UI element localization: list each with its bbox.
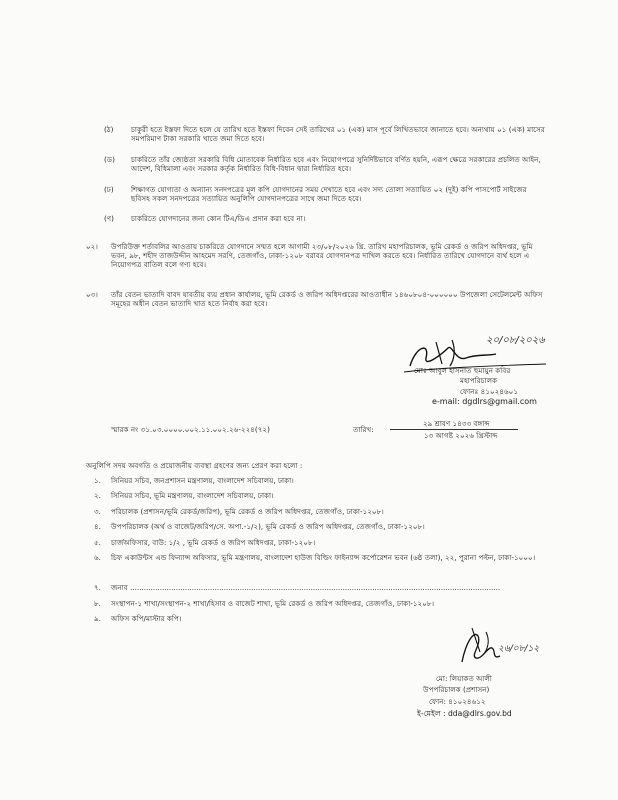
signatory-phone: ফোনঃ ৪১০২৪৬০১ — [460, 387, 519, 396]
condition-text: চাকরিতে তাঁর জ্যেষ্ঠতা সরকারি বিধি মোতাবেক নির্ধারিত হবে এবং নিয়োগপত্রে সুনির্দিষ্টভাবে বর্ণিত হয়নি, এরূপ ক্ষেত্রে সরকারের প্রচলিত আইন, আদেশ, বিধিমালা এবং সরকার কর্তৃক নির্ধারিত বিধি-বিধান দ্বারা নির্ধারিত হবে। — [131, 155, 541, 173]
list-item: জনাব .................................................................................................................................................................. — [111, 583, 501, 592]
list-item: চিফ একাউন্টস এন্ড ফিন্যান্স অফিসার, ভূমি মন্ত্রণালয়, বাংলাদেশ হাউজ বিল্ডিং ফাইন্যান্স কর্পোরেশন ভবন (৬ষ্ঠ তলা), ২২, পুরানা পল্টন, ঢাকা-১০০০। — [111, 553, 536, 562]
condition-text: চাকরিতে যোগদানের জন্য কোন টিএ/ডিএ প্রদান করা হবে না। — [131, 214, 306, 223]
condition-number: (ণ) — [104, 214, 114, 223]
list-item-number: ২. — [94, 491, 101, 500]
list-item-number: ৩. — [94, 507, 101, 516]
copy-intro: অনুলিপি সদয় অবগতি ও প্রয়োজনীয় ব্যবস্থা গ্রহণের জন্য প্রেরণ করা হলো : — [86, 461, 303, 470]
condition-text: শিক্ষাগত যোগ্যতা ও অন্যান্য সনদপত্রের মূল কপি যোগদানের সময় দেখাতে হবে এবং সদ্য তোলা সত্যায়িত ০২ (দুই) কপি পাসপোর্ট সাইজের ছবিসহ সকল সনদপত্রের সত্যায়িত অনুলিপি যোগদানপত্রের সাথে জমা দিতে হবে। — [131, 185, 527, 203]
condition-text: চাকুরী হতে ইস্তফা দিতে হলে যে তারিখ হতে ইস্তফা দিবেন সেই তারিখের ০১ (এক) মাস পূর্বে লিখিতভাবে জানাতে হবে। অন্যথায় ০১ (এক) মাসের সমপরিমাণ টাকা সরকারি খাতে জমা দিতে হবে। — [131, 125, 545, 143]
signatory-title: উপপরিচালক (প্রশাসন) — [423, 685, 490, 694]
salary-paragraph: তাঁর বেতন ভাতাদি বাবদ যাবতীয় ব্যয় প্রধান কার্যালয়, ভূমি রেকর্ড ও জরিপ অধিদপ্তরের আওতাধীন ১৪৬০৮০৪-০০০০০০ উপজেলা সেটেলমেন্ট অফিস সমূহের অধীন বেতন ভাতাদি খাত হতে নির্বাহ করা হবে। — [111, 290, 543, 308]
list-item-number: ৯. — [94, 614, 101, 623]
condition-number: (ড) — [104, 155, 115, 164]
date-bangla: ২৯ শ্রাবণ ১৪৩৩ বঙ্গাব্দ — [423, 419, 490, 428]
date-label: তারিখ: — [353, 425, 374, 434]
list-item: পরিচালক (প্রশাসন/ভূমি রেকর্ড/জরিপ), ভূমি রেকর্ড ও জরিপ অধিদপ্তর, তেজগাঁও, ঢাকা-১২০৮। — [111, 507, 384, 516]
para-number: ০২। — [86, 242, 98, 251]
list-item-number: ৫. — [94, 538, 101, 547]
condition-number: (ঢ) — [104, 185, 114, 194]
list-item: সংস্থাপন-১ শাখা/সংস্থাপন-২ শাখা/হিসাব ও বাজেট শাখা, ভূমি রেকর্ড ও জরিপ অধিদপ্তর, তেজগাঁও, ঢাকা-১২০৮। — [111, 599, 435, 608]
signatory-name: মোঃ আবুল হাসনাত হুমায়ুন কবির — [414, 366, 511, 375]
joining-paragraph: উপরিউক্ত শর্তাবলির আওতায় চাকরিতে যোগদানে সম্মত হলে আগামী ২৩/০৮/২০২৬ খ্রি. তারিখ মহাপরিচালক, ভূমি রেকর্ড ও জরিপ অধিদপ্তর, ভূমি ভবন, ৯৮, শহীদ তাজউদ্দীন আহমেদ সরণি, তেজগাঁও, ঢাকা-১২০৮ বরাবর যোগদানপত্র দাখিল করতে হবে। নির্ধারিত তারিখে যোগদানে ব্যর্থ হলে এ নিয়োগপত্র বাতিল বলে গণ্য হবে। — [111, 242, 533, 269]
signature-date: ২০/০৮/২০২৬ — [486, 335, 545, 346]
signatory-email: ই-মেইল : dda@dlrs.gov.bd — [417, 709, 512, 718]
signatory-phone: ফোন: ৪১০২৪৬১২ — [429, 697, 486, 706]
signatory-title: মহাপরিচালক — [460, 376, 498, 385]
list-item: সিনিয়র সচিব, ভূমি মন্ত্রণালয়, বাংলাদেশ সচিবালয়, ঢাকা। — [111, 491, 274, 500]
memo-reference: স্মারক নং ৩১.০৩.০০০০.০০২.১১.০০২.২৬-২২৪(৭২) — [111, 425, 270, 434]
list-item: উপপরিচালক (অর্থ ও বাজেট/জরিপ/সে. অপা.-১/২), ভূমি রেকর্ড ও জরিপ অধিদপ্তর, তেজগাঁও, ঢাকা-১২০৮। — [111, 522, 425, 531]
date-divider — [390, 429, 518, 430]
list-item-number: ১. — [94, 476, 101, 485]
list-item-number: ৪. — [94, 522, 101, 531]
signatory-email: e-mail: dgdlrs@gmail.com — [432, 397, 537, 406]
signature-date: ২৬/০৮/১২ — [498, 644, 540, 654]
para-number: ০৩। — [86, 290, 98, 299]
list-item: চার্জঅফিসার, বাউ: ১/২ , ভূমি রেকর্ড ও জরিপ অধিদপ্তর, ঢাকা-১২০৮। — [111, 538, 316, 547]
signatory-name: মো: লিয়াকত আলী — [436, 674, 492, 683]
date-english: ১৩ আগষ্ট ২০২৬ খ্রিস্টাব্দ — [424, 431, 498, 440]
list-item: অফিস কপি/মাস্টার কপি। — [111, 614, 182, 623]
list-item-number: ৬. — [94, 553, 101, 562]
condition-number: (ঠ) — [104, 125, 114, 134]
list-item: সিনিয়র সচিব, জনপ্রশাসন মন্ত্রণালয়, বাংলাদেশ সচিবালয়, ঢাকা। — [111, 476, 294, 485]
list-item-number: ৮. — [94, 599, 101, 608]
list-item-number: ৭. — [94, 583, 101, 592]
